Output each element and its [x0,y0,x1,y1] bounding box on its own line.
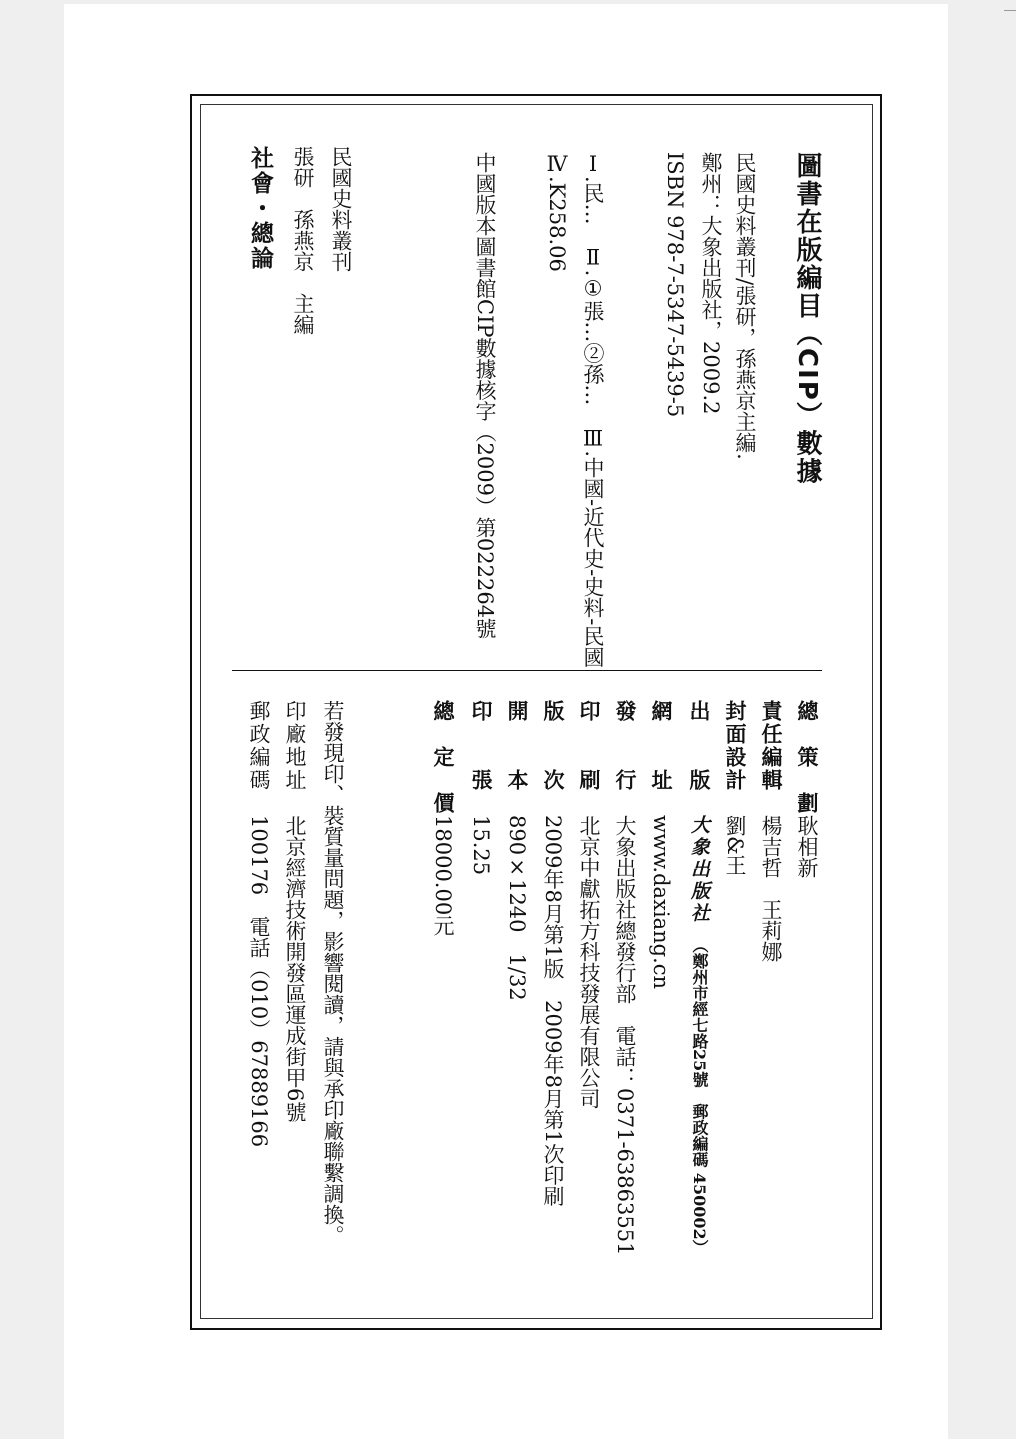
colophon-row-edition [542,700,563,1206]
row-label: 封面設計 [723,700,747,792]
row-label: 發 行 [613,700,637,792]
row-label: 印 張 [469,700,493,792]
row-label: 版 次 [541,700,565,792]
colophon-row-format [506,700,527,1000]
colophon-row-publisher [688,700,709,1256]
row-value: 大象出版社總發行部 電話：0371-63863551 [613,814,637,1256]
cip-line-series: 民國史料叢刊/張研，孫燕京主編. [733,152,757,460]
factory-address: 北京經濟技術開發區運成街甲6號 [283,814,307,1123]
publisher-logo: 大象出版社 [688,814,710,925]
cip-line-classification: Ⅰ.民… Ⅱ.①張…②孫… Ⅲ.中國-近代史-史料-民國 [581,152,605,668]
row-value: 890×1240 1/32 [505,814,529,1001]
row-value: 北京中獻拓方科技發展有限公司 [577,814,601,1109]
series-name: 民國史料叢刊 [329,146,353,272]
colophon-row-cover [724,700,745,875]
quality-notice: 若發現印、裝質量問題，影響閱讀，請與承印廠聯繫調換。 [321,700,345,1246]
row-label: 開 本 [505,700,529,792]
factory-address-label: 印廠地址 [283,700,307,792]
row-label: 總 定 價 [431,700,455,815]
section-divider [232,670,822,671]
row-value: 18000.00元 [431,814,455,936]
cip-line-publisher: 鄭州：大象出版社，2009.2 [699,152,723,415]
colophon-row-sheets [470,700,491,875]
row-value: 楊吉哲 王莉娜 [759,814,783,962]
postal-value: 100176 電話（010）67889166 [247,814,271,1147]
row-label: 網 址 [649,700,673,792]
factory-address-row [284,700,305,1122]
cip-line-record-number: 中國版本圖書館CIP數據核字（2009）第022264號 [473,152,497,640]
cip-title: 圖書在版編目（CIP）數據 [792,152,822,486]
colophon-row-distributor [614,700,635,1255]
row-value: 劉&王 [723,814,747,876]
colophon-row-printer [578,700,599,1109]
row-value: 耿相新 [795,814,819,878]
row-label: 責任編輯 [759,700,783,792]
row-label: 印 刷 [577,700,601,792]
row-value: 15.25 [469,814,493,875]
colophon-row-editors [760,700,781,962]
corner-mark [1004,0,1016,11]
volume-category: 社會・總論 [247,146,273,271]
row-label: 出 版 [687,700,711,792]
cip-line-class-number: Ⅳ.K258.06 [545,152,569,272]
colophon-row-website [650,700,671,989]
postal-row [248,700,269,1147]
colophon-row-price [432,700,453,936]
postal-label: 郵政編碼 [247,700,271,792]
cip-line-isbn: ISBN 978-7-5347-5439-5 [663,152,687,418]
row-label: 總 策 劃 [795,700,819,815]
colophon-row-planner [796,700,817,878]
series-editors: 張研 孫燕京 主編 [291,146,315,335]
publisher-address: （鄭州市經七路25號 郵政編碼 450002） [690,937,709,1257]
row-value: 2009年8月第1版 2009年8月第1次印刷 [541,814,565,1207]
row-value: www.daxiang.cn [649,814,673,989]
